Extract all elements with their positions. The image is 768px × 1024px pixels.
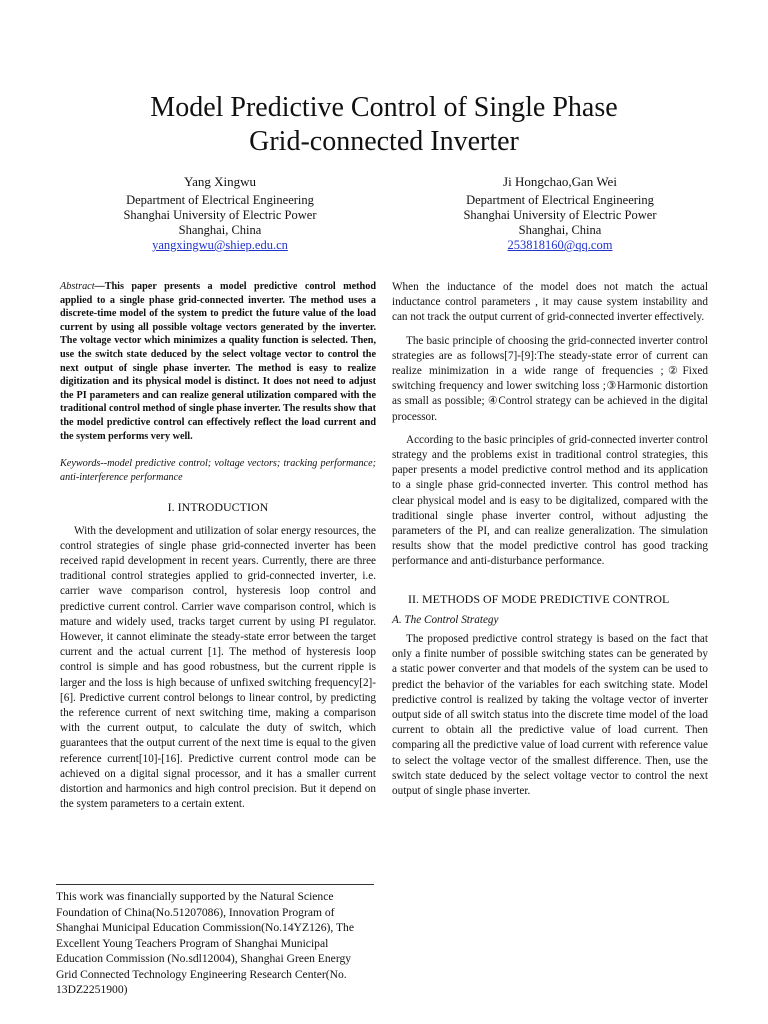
author-name: Ji Hongchao,Gan Wei [503,174,617,189]
section-heading-introduction: I. INTRODUCTION [167,500,269,515]
section-heading-methods: II. METHODS OF MODE PREDICTIVE CONTROL [408,591,670,606]
subsection-heading: A. The Control Strategy [392,613,499,626]
abstract-text: —This paper presents a model predictive control method applied to a single phase grid-connected inverter. The method uses a discrete-time model of the system to predict the future value of the load current by using all possible voltage vectors generated by the inverter. The voltage vector which minimizes a quality function is selected. Then, use the switch state deduced by the select voltage vector to control the next output of single phase inverter. The method is easy to realize digitization and its physical model is distinct. It does not need to adjust the PI parameters and can realize general utilization compared with the traditional control method of single phase inverter. The results show that the model predictive control can effectively reflect the load current and the system performs very well. [60,281,376,442]
body-paragraph: The basic principle of choosing the grid-connected inverter control strategies are as follows[7]-[9]:The steady-state error of current can realize minimization in a wide range of frequencies ;②Fixed switching frequency and lower switching loss ;③Harmonic distortion as small as possible; ④Control strategy can be achieved in the digital processor. [392,334,708,423]
abstract-label: Abstract [60,281,95,292]
body-paragraph: The proposed predictive control strategy is based on the fact that only a finite number of possible switching states can be generated by a static power converter and that models of the system can be used to predict the behavior of the variables for each switching state. Model predictive control is realized by taking the voltage vector of inverter output side of all switch status into the discrete time model of the load current to obtain all the predictive value of load current. Then comparing all the predictive value of load current with reference value to select the voltage vector of the smallest difference. Then, use the switch state deduced by the select voltage vector to control the next output of single phase inverter. [392,633,708,798]
intro-paragraph: With the development and utilization of solar energy resources, the control strategies of single phase grid-connected inverter has been received rapid development in recent years. Currently, there are three traditional control strategies applied to grid-connected inverter, i.e. carrier wave comparison control, hysteresis loop control and predictive current control. Carrier wave comparison control, which is mature and widely used, tracks target current by using PI regulator. However, it cannot eliminate the steady-state error between the target current and the actual current [1]. The method of hysteresis loop control is simple and has good robustness, but the current ripple is larger and the loss is high because of unfixed switching frequency[2]-[6]. Predictive current control belongs to linear control, by predicting the reference current of next switching time, making a comparison with the current output, to calculate the duty of switch, which guarantees that the output current of the next time is equal to the given reference current[10]-[16]. Predictive current control mode can be achieved on a digital signal processor, and it has a smaller current distortion and harmonics and high control precision. But it depend on the system parameters to a certain extent. [60,524,376,811]
author-block-2 [420,174,700,253]
abstract [60,280,376,443]
keywords: Keywords--model predictive control; voltage vectors; tracking performance; anti-interference performance [60,458,376,483]
author-email-link[interactable]: yangxingwu@shiep.edu.cn [152,238,288,252]
funding-footnote: This work was financially supported by the Natural Science Foundation of China(No.51207086), Innovation Program of Shanghai Municipal Education Commission(No.14YZ126), The Excellent Young Teachers Program of Shanghai Municipal Education Commission (No.sdl12004), Shanghai Green Energy Grid Connected Technology Engineering Research Center(No. 13DZ2251900) [56,884,374,998]
author-block-1 [80,174,360,253]
paper-title [40,91,728,159]
author-name: Yang Xingwu [184,174,256,189]
author-email-link[interactable]: 253818160@qq.com [507,238,613,252]
author-university: Shanghai University of Electric Power [463,208,657,222]
left-column [60,280,376,812]
author-city: Shanghai, China [178,223,262,237]
author-department: Department of Electrical Engineering [466,193,654,207]
title-line-2: Grid-connected Inverter [249,125,519,157]
body-paragraph: When the inductance of the model does not match the actual inductance control parameters , it may cause system instability and can not track the output current of grid-connected inverter effectively. [392,281,708,324]
author-department: Department of Electrical Engineering [126,193,314,207]
body-paragraph: According to the basic principles of grid-connected inverter control strategy and the problems exist in traditional control strategies, this paper presents a model predictive control method and its application to a single phase grid-connected inverter. This control method has clear physical model and is easy to be digitalized, compared with the traditional single phase inverter control, without adjusting the parameters of the PI, and can realize generalization. The simulation results show that the model predictive control has good tracking performance and anti-disturbance performance. [392,433,708,568]
author-university: Shanghai University of Electric Power [123,208,317,222]
author-city: Shanghai, China [518,223,602,237]
title-line-1: Model Predictive Control of Single Phase [150,91,618,123]
right-column [392,280,708,799]
